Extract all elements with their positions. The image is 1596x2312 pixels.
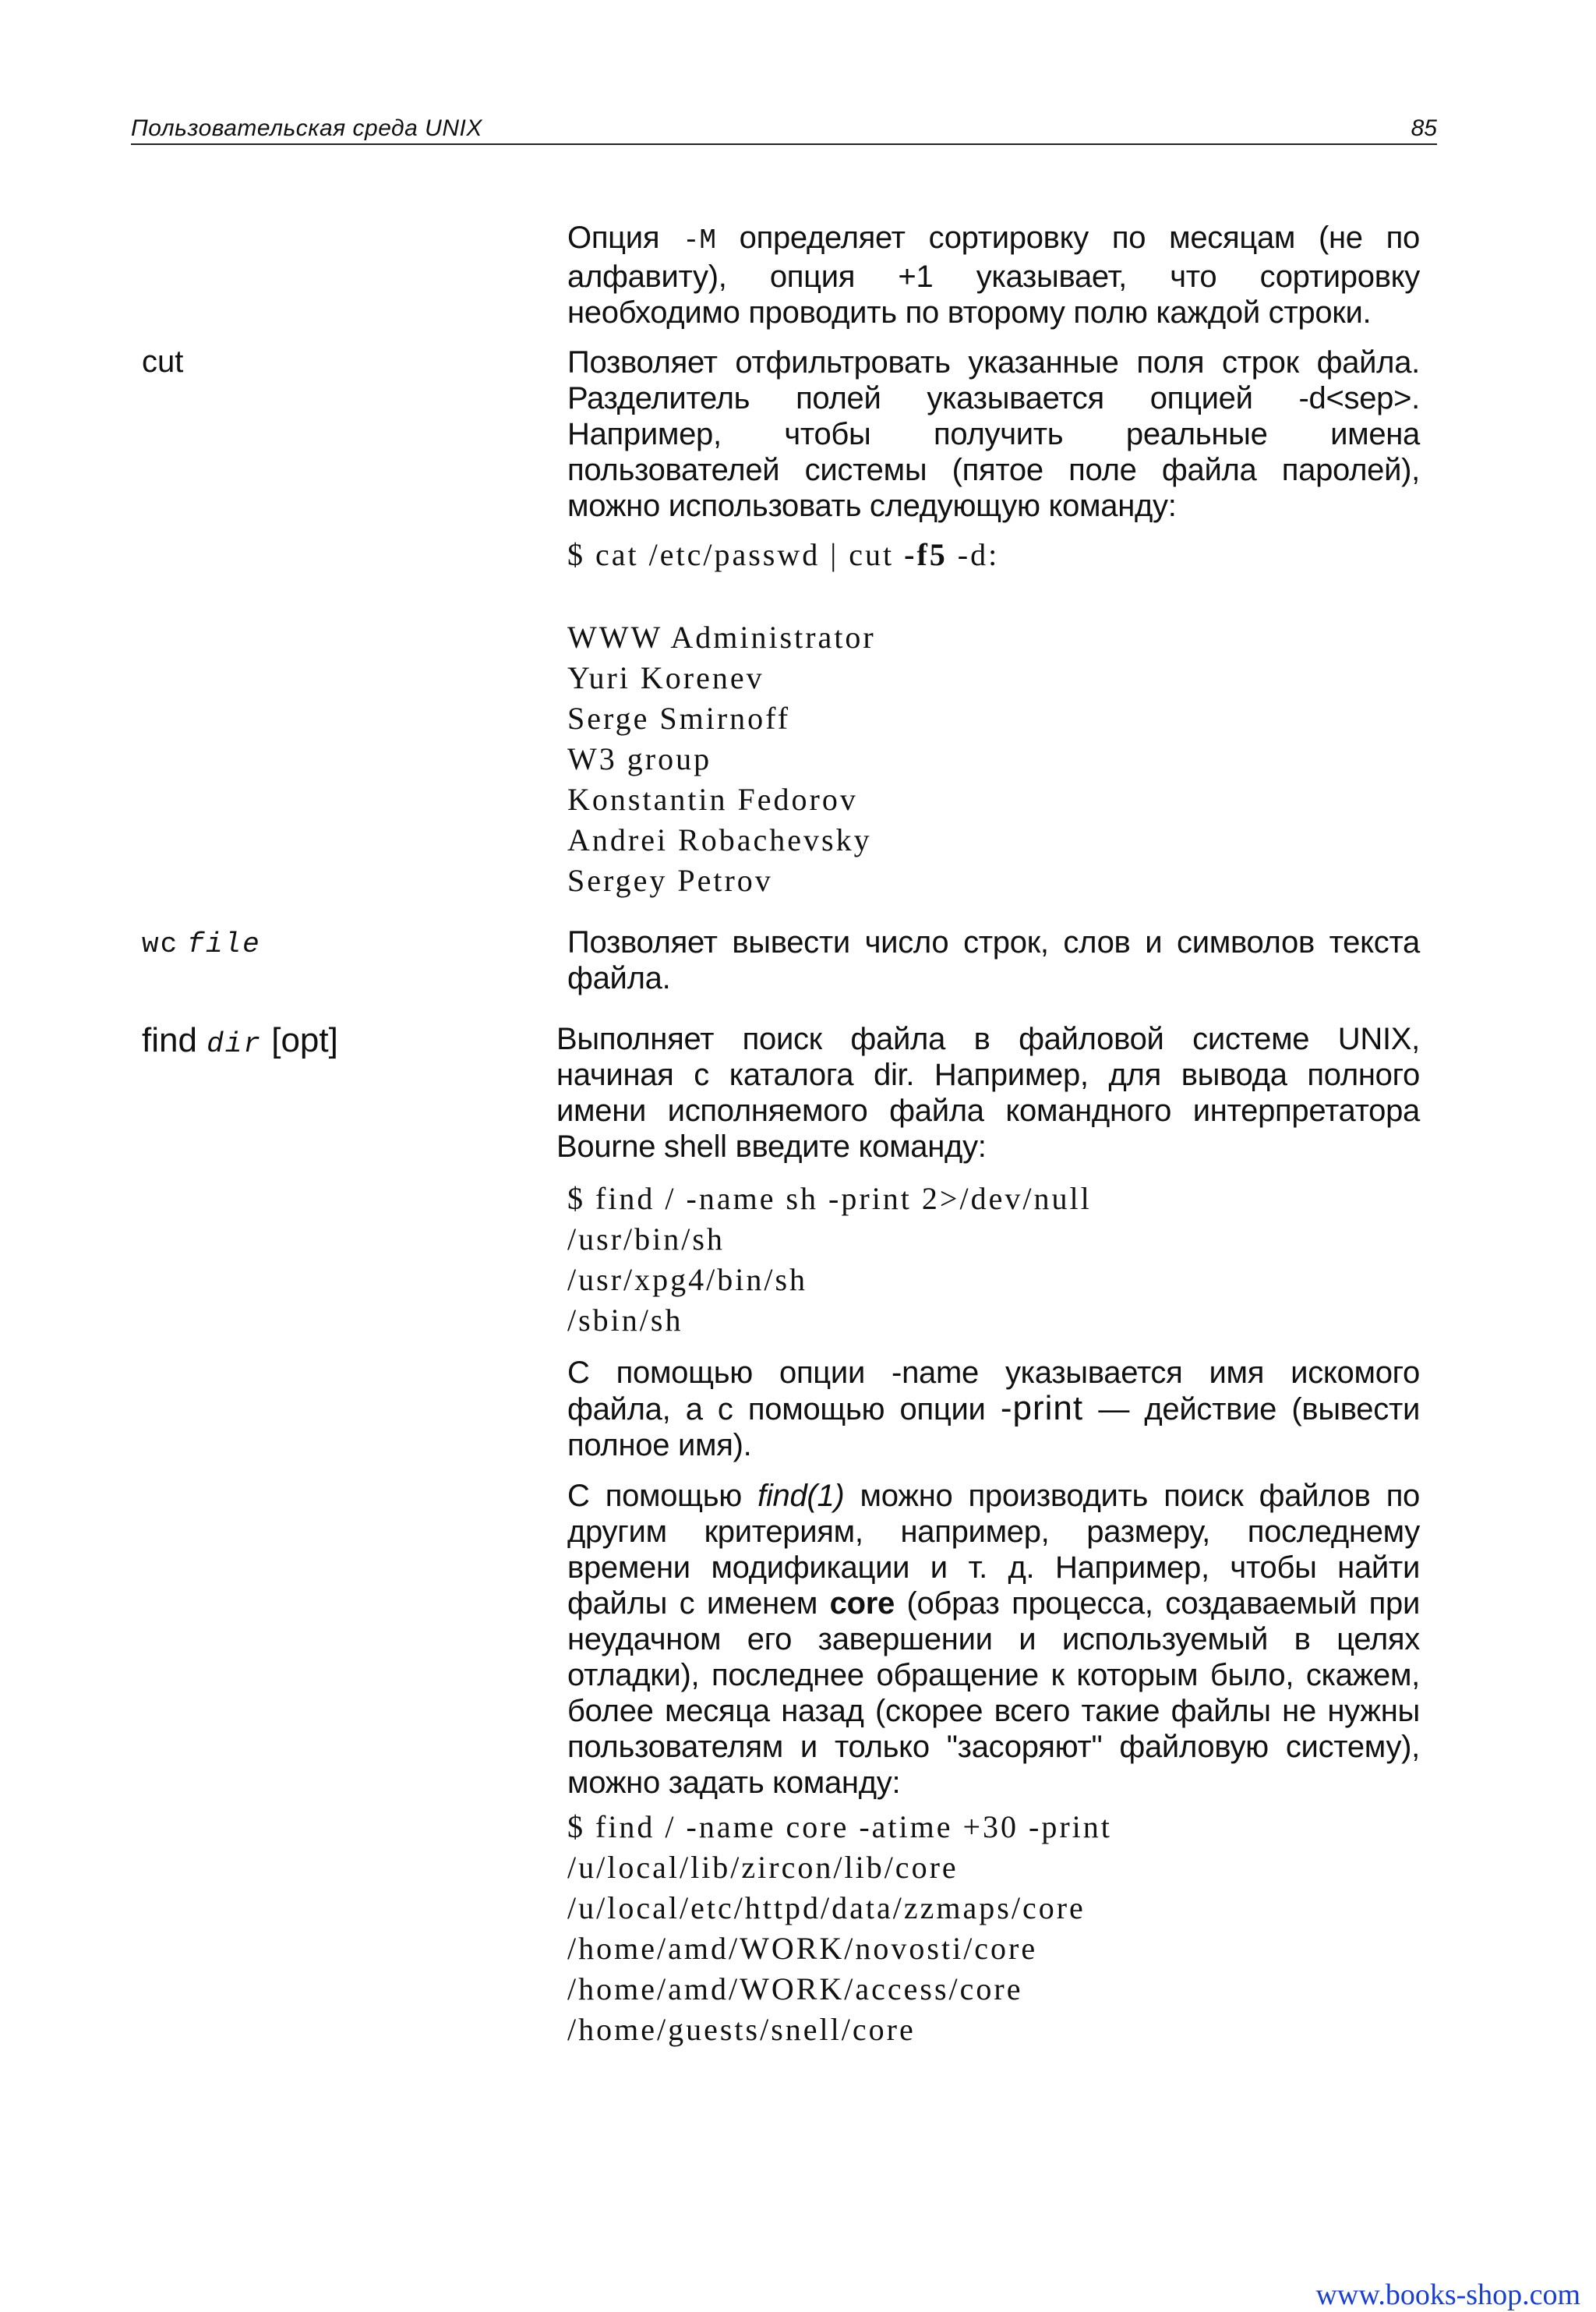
output-line: Andrei Robachevsky (567, 822, 872, 857)
output-line: /usr/bin/sh (567, 1221, 725, 1257)
find-command-1: $ find / -name sh -print 2>/dev/null (567, 1181, 1092, 1216)
core-keyword: core (829, 1586, 895, 1621)
output-line: W3 group (567, 741, 712, 776)
output-line: /home/amd/WORK/access/core (567, 1971, 1023, 2006)
output-line: /u/local/etc/httpd/data/zzmaps/core (567, 1890, 1086, 1925)
footer-url[interactable]: www.books-shop.com (1315, 2278, 1580, 2311)
running-header (131, 115, 1437, 145)
output-line: /usr/xpg4/bin/sh (567, 1262, 808, 1297)
chapter-title: Пользовательская среда UNIX (131, 115, 482, 141)
find-name-option-note: С помощью опции -name указывается имя искомого файла, а с помощью опции -print — действие (вывести полное имя). (567, 1356, 1421, 1462)
output-line: /sbin/sh (567, 1303, 683, 1338)
output-line: /home/amd/WORK/novosti/core (567, 1931, 1038, 1966)
output-line: /home/guests/snell/core (567, 2012, 916, 2047)
term-wc: wc file (142, 928, 261, 960)
cut-command: $ cat /etc/passwd | cut -f5 -d: (567, 537, 1000, 572)
wc-description: Позволяет вывести число строк, слов и символов текста файла. (567, 925, 1420, 995)
cut-option-f5: -f5 (904, 537, 948, 572)
find-output-2 (567, 1847, 1086, 2050)
output-line: /u/local/lib/zircon/lib/core (567, 1850, 959, 1885)
page-number: 85 (1411, 115, 1437, 141)
option-m: -M (683, 224, 716, 256)
output-line: Yuri Korenev (567, 660, 764, 695)
output-line: Serge Smirnoff (567, 701, 791, 736)
find-man-ref: find(1) (757, 1479, 845, 1513)
term-cut: cut (142, 345, 184, 379)
find-command-2: $ find / -name core -atime +30 -print (567, 1809, 1112, 1844)
cut-output (567, 617, 876, 901)
find-criteria-paragraph: С помощью find(1) можно производить поиск файлов по другим критериям, например, размеру, последнему времени модификации и т. д. Например, чтобы найти файлы с именем core (образ процесса, создаваемый при неудачном его завершении и используемый в целях отладки), последнее обращение к которым было, скажем, более месяца назад (скорее всего такие файлы не нужны пользователям и только "засоряют" файловую систему), можно задать команду: (567, 1479, 1421, 1800)
output-line: WWW Administrator (567, 620, 876, 655)
option-print: -print (1000, 1389, 1084, 1427)
sort-continuation-paragraph: Опция -M определяет сортировку по месяцам (не по алфавиту), опция +1 указывает, что сортировку необходимо проводить по второму полю каждой строки. (567, 221, 1420, 330)
output-line: Konstantin Fedorov (567, 782, 858, 817)
find-description: Выполняет поиск файла в файловой системе UNIX, начиная с каталога dir. Например, для вывода полного имени исполняемого файла командного интерпретатора Bourne shell введите команду: (556, 1022, 1420, 1164)
output-line: Sergey Petrov (567, 863, 773, 898)
cut-description: Позволяет отфильтровать указанные поля строк файла. Разделитель полей указывается опцией -d<sep>. Например, чтобы получить реальные имена пользователей системы (пятое поле файла паролей), можно использовать следующую команду: (567, 345, 1420, 523)
find-output-1 (567, 1219, 807, 1341)
term-find: find dir [opt] (142, 1021, 338, 1060)
